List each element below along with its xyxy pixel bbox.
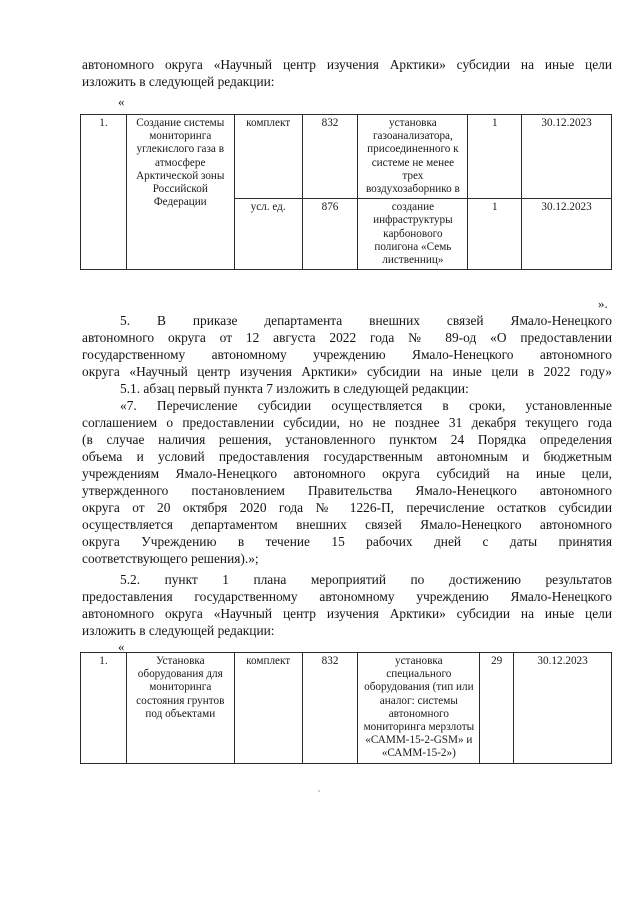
section51-quote-6: утвержденного постановлением Правительства Ямало-Ненецкого автономного <box>82 483 612 498</box>
cell-unit: усл. ед. <box>234 199 302 270</box>
table1-close-quote: ». <box>598 296 608 311</box>
plan-table-1 <box>80 114 612 270</box>
scan-speck <box>318 790 320 792</box>
cell-qty: 1 <box>468 115 522 199</box>
cell-unit: комплект <box>234 115 302 199</box>
cell-name: Создание системы мониторинга углекислого газа в атмосфере Арктической зоны Российской Федерации <box>126 115 234 270</box>
cell-num: 1. <box>81 115 127 270</box>
section51-quote-4: объема и условий предоставления государственным автономным и бюджетным <box>82 449 612 464</box>
section52-line-3: автономного округа «Научный центр изучения Арктики» субсидии на иные цели <box>82 606 612 621</box>
section52-line-1: 5.2. пункт 1 плана мероприятий по достижению результатов <box>120 572 612 587</box>
section51-quote-1: «7. Перечисление субсидии осуществляется в сроки, установленные <box>120 398 612 413</box>
table-row <box>81 653 612 764</box>
section51-quote-3: (в случае наличия решения, установленного пунктом 24 Порядка определения <box>82 432 612 447</box>
cell-date: 30.12.2023 <box>522 199 612 270</box>
cell-code: 832 <box>302 115 358 199</box>
section52-open-quote: « <box>118 639 125 654</box>
section52-line-4: изложить в следующей редакции: <box>82 623 275 638</box>
cell-qty: 29 <box>480 653 514 764</box>
cell-result: установка газоанализатора, присоединенного к системе не менее трех воздухозаборнико в <box>358 115 468 199</box>
cell-num: 1. <box>81 653 127 764</box>
cell-qty: 1 <box>468 199 522 270</box>
section51-title: 5.1. абзац первый пункта 7 изложить в следующей редакции: <box>120 381 469 396</box>
intro-line-2: изложить в следующей редакции: <box>82 74 275 89</box>
cell-name: Установка оборудования для мониторинга состояния грунтов под объектами <box>126 653 234 764</box>
section5-line-1: 5. В приказе департамента внешних связей Ямало-Ненецкого <box>120 313 612 328</box>
table-row <box>81 115 612 199</box>
section5-line-2: автономного округа от 12 августа 2022 года № 89-од «О предоставлении <box>82 330 612 345</box>
section5-line-3: государственному автономному учреждению Ямало-Ненецкого автономного <box>82 347 612 362</box>
intro-line-1: автономного округа «Научный центр изучения Арктики» субсидии на иные цели <box>82 57 612 72</box>
section51-quote-5: учреждениям Ямало-Ненецкого автономного округа субсидий на иные цели, <box>82 466 612 481</box>
section51-quote-8: осуществляется департаментом внешних связей Ямало-Ненецкого автономного <box>82 517 612 532</box>
section51-quote-9: округа Учреждению в течение 15 рабочих дней с даты принятия <box>82 534 612 549</box>
section51-quote-10: соответствующего решения).»; <box>82 551 259 566</box>
section51-quote-7: округа от 20 октября 2020 года № 1226-П, перечисление остатков субсидии <box>82 500 612 515</box>
plan-table-2 <box>80 652 612 764</box>
intro-open-quote: « <box>118 94 125 109</box>
cell-result: создание инфраструктуры карбонового полигона «Семь лиственниц» <box>358 199 468 270</box>
cell-code: 876 <box>302 199 358 270</box>
section52-line-2: предоставления государственному автономному учреждению Ямало-Ненецкого <box>82 589 612 604</box>
cell-unit: комплект <box>234 653 302 764</box>
section51-quote-2: соглашением о предоставлении субсидии, но не позднее 31 декабря текущего года <box>82 415 612 430</box>
cell-date: 30.12.2023 <box>522 115 612 199</box>
cell-code: 832 <box>302 653 358 764</box>
cell-result: установка специального оборудования (тип или аналог: системы автономного мониторинга мерзлоты «САММ-15-2-GSM» и «САММ-15-2») <box>358 653 480 764</box>
section5-line-4: округа «Научный центр изучения Арктики» субсидии на иные цели в 2022 году» <box>82 364 612 379</box>
cell-date: 30.12.2023 <box>514 653 612 764</box>
